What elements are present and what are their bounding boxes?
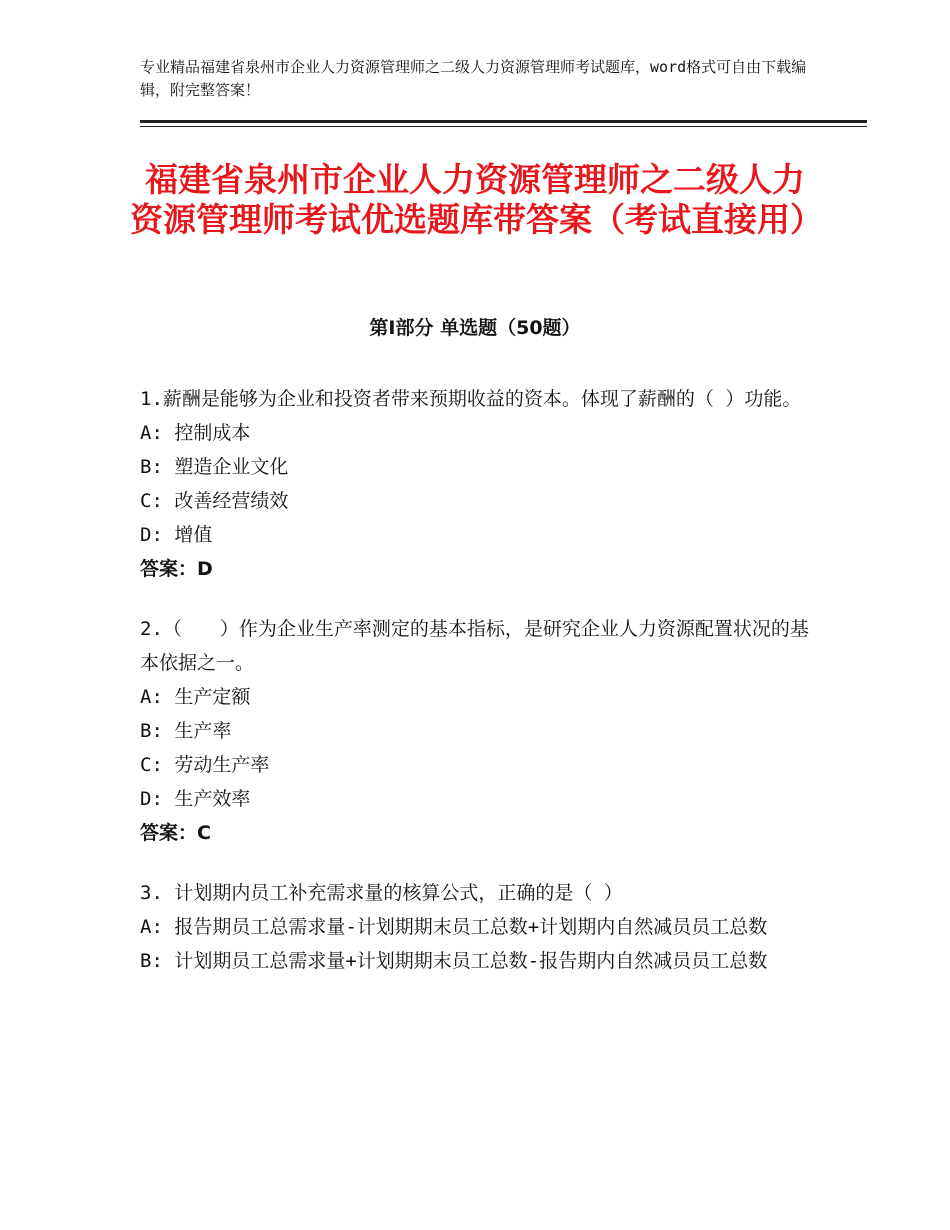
question-2: [140, 612, 810, 850]
option-b: B: 塑造企业文化: [140, 456, 289, 478]
question-stem: 3. 计划期内员工补充需求量的核算公式，正确的是（ ）: [140, 882, 623, 904]
question-3: [140, 876, 810, 978]
answer: 答案：C: [140, 822, 211, 844]
section-title: 第Ⅰ部分 单选题（50题）: [369, 317, 581, 339]
question-stem: 1.薪酬是能够为企业和投资者带来预期收益的资本。体现了薪酬的（ ）功能。: [140, 388, 802, 410]
option-d: D: 增值: [140, 524, 213, 546]
answer: 答案：D: [140, 558, 213, 580]
header-rule-thick: [140, 120, 867, 123]
option-a: A: 控制成本: [140, 422, 251, 444]
option-c: C: 改善经营绩效: [140, 490, 289, 512]
document-title: 福建省泉州市企业人力资源管理师之二级人力资源管理师考试优选题库带答案（考试直接用）: [130, 160, 823, 239]
header-note: 专业精品福建省泉州市企业人力资源管理师之二级人力资源管理师考试题库，word格式可自由下载编辑，附完整答案！: [140, 58, 807, 99]
option-b: B: 计划期员工总需求量+计划期期末员工总数-报告期内自然减员员工总数: [140, 950, 768, 972]
question-stem: 2.（ ）作为企业生产率测定的基本指标，是研究企业人力资源配置状况的基本依据之一。: [140, 618, 809, 674]
option-b: B: 生产率: [140, 720, 232, 742]
question-list: [140, 382, 810, 1004]
header-rule-thin: [140, 126, 867, 127]
option-d: D: 生产效率: [140, 788, 251, 810]
option-a: A: 生产定额: [140, 686, 251, 708]
question-1: [140, 382, 810, 586]
option-a: A: 报告期员工总需求量-计划期期末员工总数+计划期内自然减员员工总数: [140, 916, 768, 938]
option-c: C: 劳动生产率: [140, 754, 270, 776]
